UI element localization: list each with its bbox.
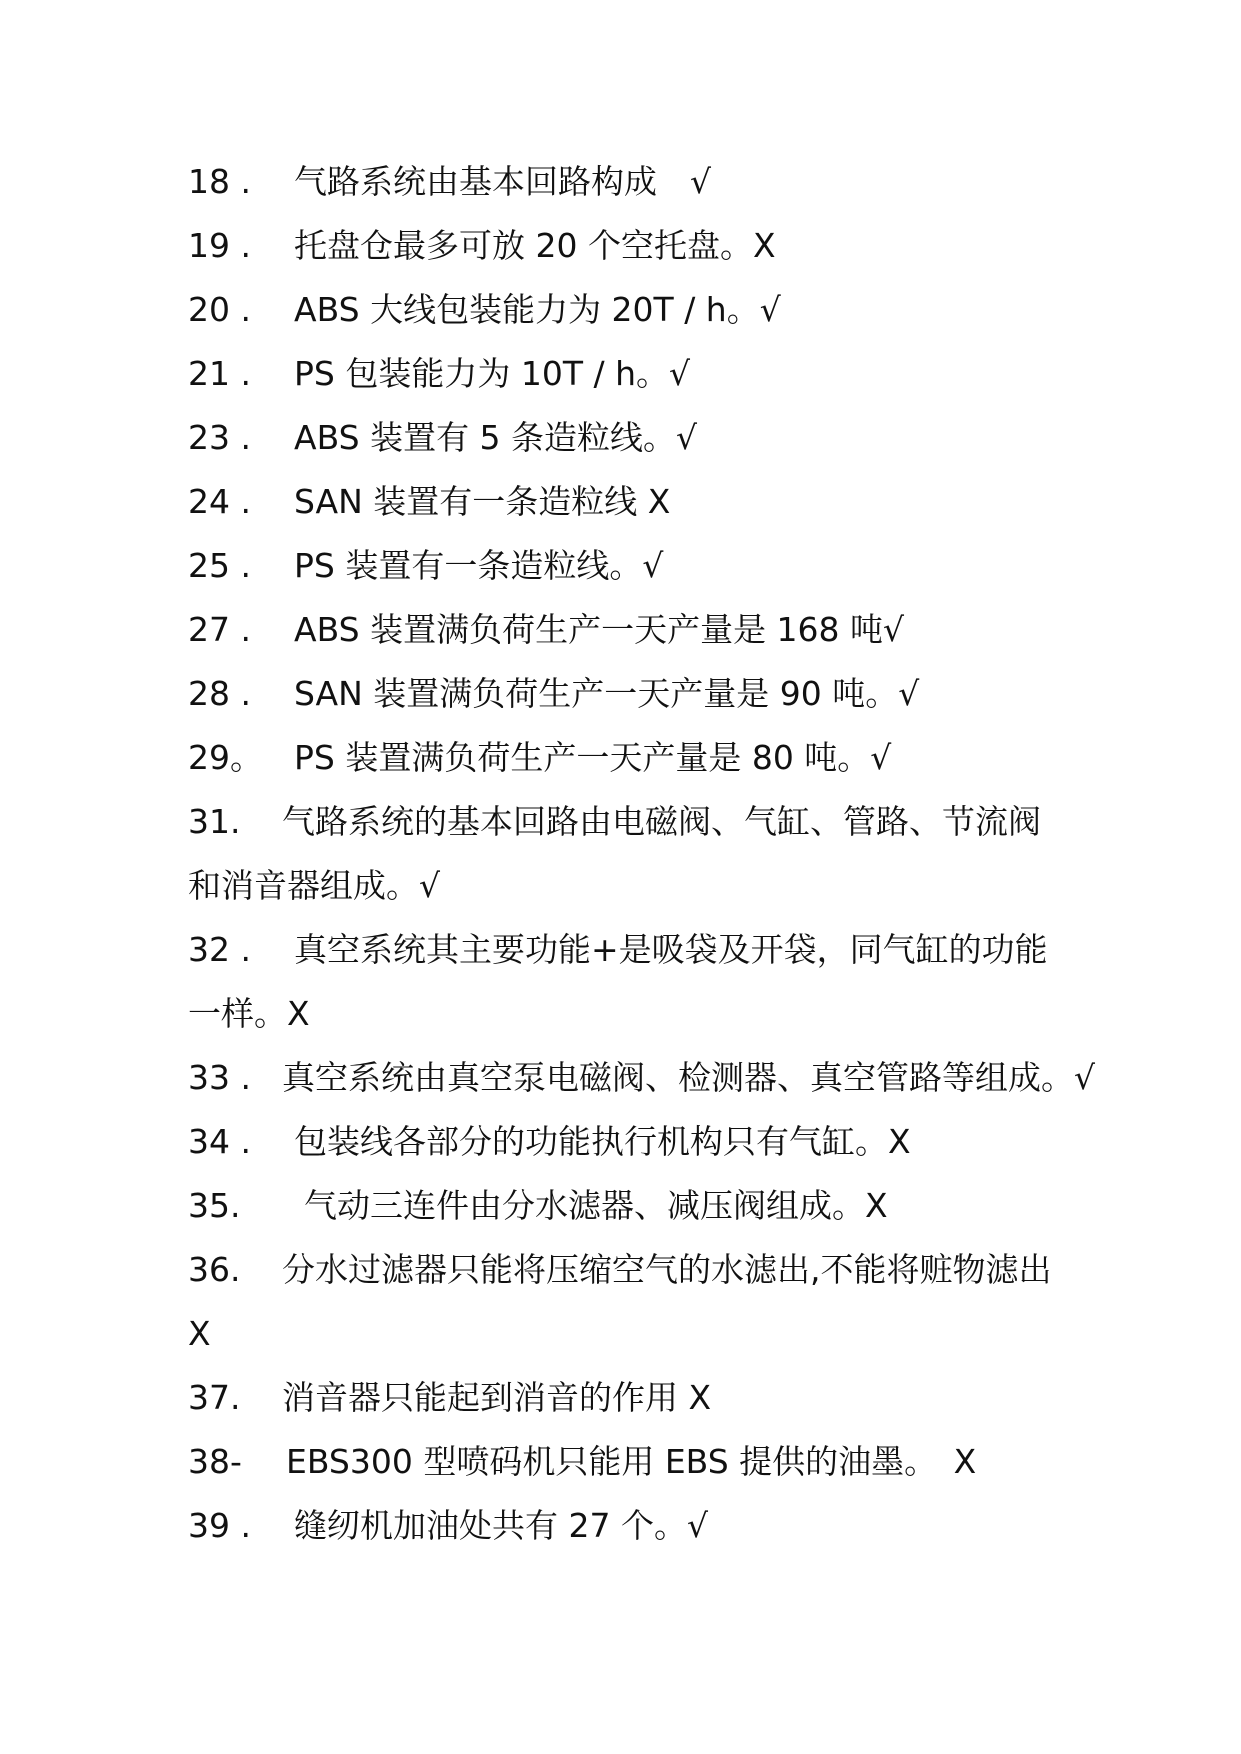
item-number: 23 . bbox=[188, 418, 251, 457]
item-number: 33 . bbox=[188, 1058, 251, 1097]
item-text: 真空系统由真空泵电磁阀、检测器、真空管路等组成。√ bbox=[282, 1058, 1096, 1097]
question-item bbox=[188, 418, 697, 458]
question-item bbox=[188, 1506, 708, 1546]
question-item bbox=[188, 1442, 976, 1482]
item-text: 气路系统由基本回路构成 √ bbox=[294, 162, 712, 201]
question-item-continuation bbox=[188, 866, 440, 906]
item-text-continuation: 一样。X bbox=[188, 994, 310, 1033]
question-item-continuation bbox=[188, 994, 310, 1034]
question-item bbox=[188, 162, 711, 202]
question-item bbox=[188, 1250, 1052, 1290]
item-text: SAN 装置有一条造粒线 X bbox=[294, 482, 671, 521]
item-text: PS 装置有一条造粒线。√ bbox=[294, 546, 664, 585]
item-text: 分水过滤器只能将压缩空气的水滤出,不能将赃物滤出 bbox=[282, 1250, 1052, 1289]
item-number: 34 . bbox=[188, 1122, 251, 1161]
question-item bbox=[188, 738, 891, 778]
question-item bbox=[188, 482, 670, 522]
item-number: 39 . bbox=[188, 1506, 251, 1545]
item-text: ABS 大线包装能力为 20T / h。√ bbox=[294, 290, 781, 329]
item-text: 气路系统的基本回路由电磁阀、气缸、管路、节流阀 bbox=[282, 802, 1041, 841]
item-number: 35. bbox=[188, 1186, 241, 1225]
item-number: 19 . bbox=[188, 226, 251, 265]
item-text-continuation: X bbox=[188, 1314, 211, 1353]
item-number: 24 . bbox=[188, 482, 251, 521]
item-text: ABS 装置满负荷生产一天产量是 168 吨√ bbox=[294, 610, 905, 649]
question-item bbox=[188, 354, 690, 394]
item-number: 20 . bbox=[188, 290, 251, 329]
item-text: ABS 装置有 5 条造粒线。√ bbox=[294, 418, 698, 457]
item-text: EBS300 型喷码机只能用 EBS 提供的油墨。 X bbox=[286, 1442, 977, 1481]
question-item bbox=[188, 290, 781, 330]
item-text: 缝纫机加油处共有 27 个。√ bbox=[294, 1506, 708, 1545]
item-number: 37. bbox=[188, 1378, 241, 1417]
question-item bbox=[188, 610, 904, 650]
item-number: 27 . bbox=[188, 610, 251, 649]
item-text: PS 装置满负荷生产一天产量是 80 吨。√ bbox=[294, 738, 892, 777]
question-item bbox=[188, 1186, 888, 1226]
question-item-continuation bbox=[188, 1314, 211, 1354]
question-item bbox=[188, 1122, 911, 1162]
item-number: 36. bbox=[188, 1250, 241, 1289]
question-item bbox=[188, 802, 1041, 842]
item-number: 18 . bbox=[188, 162, 251, 201]
question-item bbox=[188, 226, 776, 266]
item-number: 29。 bbox=[188, 738, 263, 777]
item-number: 28 . bbox=[188, 674, 251, 713]
item-text: 托盘仓最多可放 20 个空托盘。X bbox=[294, 226, 776, 265]
item-text-continuation: 和消音器组成。√ bbox=[188, 866, 441, 905]
item-text: 消音器只能起到消音的作用 X bbox=[282, 1378, 712, 1417]
item-text: 包装线各部分的功能执行机构只有气缸。X bbox=[294, 1122, 911, 1161]
item-number: 21 . bbox=[188, 354, 251, 393]
question-item bbox=[188, 546, 663, 586]
item-number: 31. bbox=[188, 802, 241, 841]
question-item bbox=[188, 1058, 1095, 1098]
item-number: 25 . bbox=[188, 546, 251, 585]
item-text: SAN 装置满负荷生产一天产量是 90 吨。√ bbox=[294, 674, 920, 713]
question-item bbox=[188, 930, 1048, 970]
item-number: 32 . bbox=[188, 930, 251, 969]
question-item bbox=[188, 1378, 711, 1418]
question-item bbox=[188, 674, 919, 714]
item-text: PS 包装能力为 10T / h。√ bbox=[294, 354, 691, 393]
item-text: 气动三连件由分水滤器、减压阀组成。X bbox=[304, 1186, 888, 1225]
item-number: 38- bbox=[188, 1442, 242, 1481]
item-text: 真空系统其主要功能+是吸袋及开袋，同气缸的功能 bbox=[294, 930, 1048, 969]
